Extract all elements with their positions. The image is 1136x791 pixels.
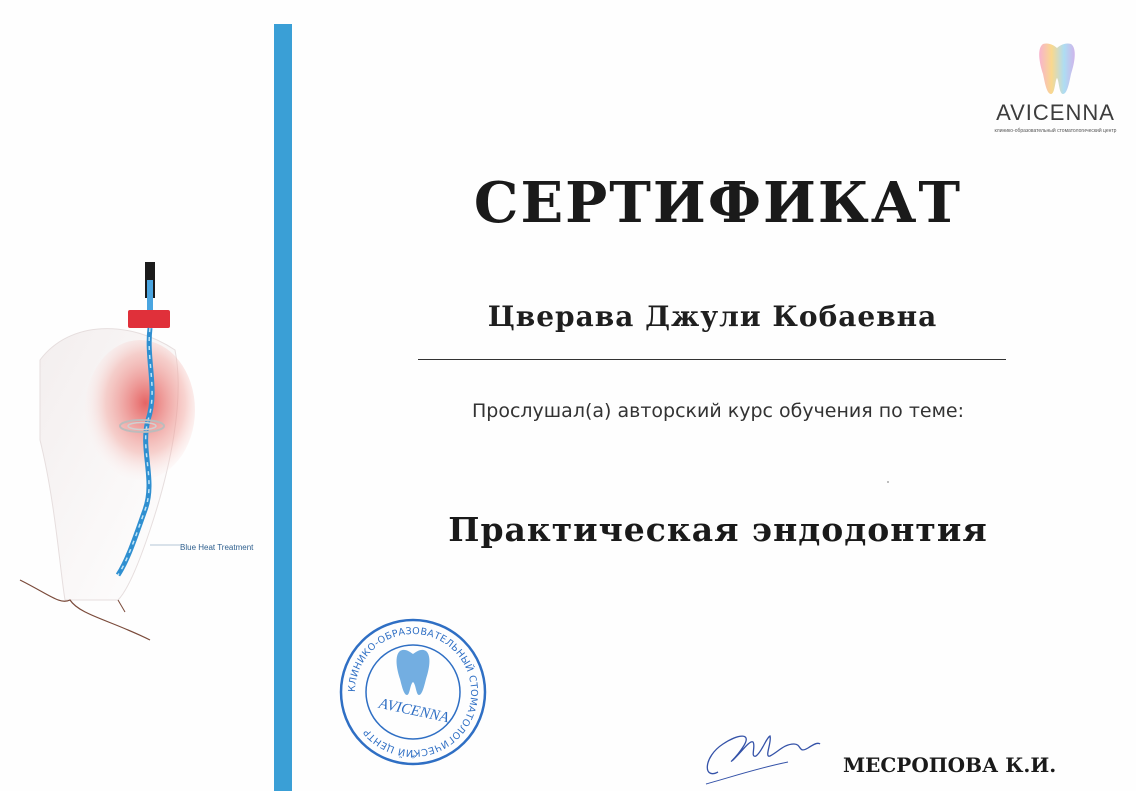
course-name: Практическая эндодонтия: [448, 510, 988, 549]
logo-name: AVICENNA: [996, 100, 1115, 125]
certificate-title: СЕРТИФИКАТ: [473, 170, 963, 236]
recipient-name: Цверава Джули Кобаевна: [487, 300, 938, 333]
endodontic-file-illustration: [0, 240, 275, 660]
stamp-tooth-icon: [397, 650, 430, 695]
clinic-stamp: [338, 615, 488, 770]
avicenna-logo: [983, 40, 1128, 140]
signer-name: МЕСРОПОВА К.И.: [843, 753, 1057, 777]
illustration-caption: Blue Heat Treatment: [180, 543, 254, 552]
svg-text:*: *: [410, 754, 416, 764]
accent-stripe: [274, 24, 292, 791]
tooth-logo-icon: [983, 40, 1128, 98]
handwritten-signature: [698, 722, 823, 787]
stamp-center-text: AVICENNA: [377, 695, 451, 727]
scan-speck: [887, 481, 889, 483]
name-underline: [418, 359, 1006, 360]
file-red-cap: [128, 310, 170, 328]
intro-text: Прослушал(а) авторский курс обучения по теме:: [471, 400, 964, 422]
stamp-ring-text: КЛИНИКО-ОБРАЗОВАТЕЛЬНЫЙ СТОМАТОЛОГИЧЕСКИЙ ЦЕНТР: [346, 625, 480, 759]
pulp-highlight: [85, 340, 195, 480]
logo-subtitle: клинико-образовательный стоматологический центр: [994, 128, 1117, 134]
